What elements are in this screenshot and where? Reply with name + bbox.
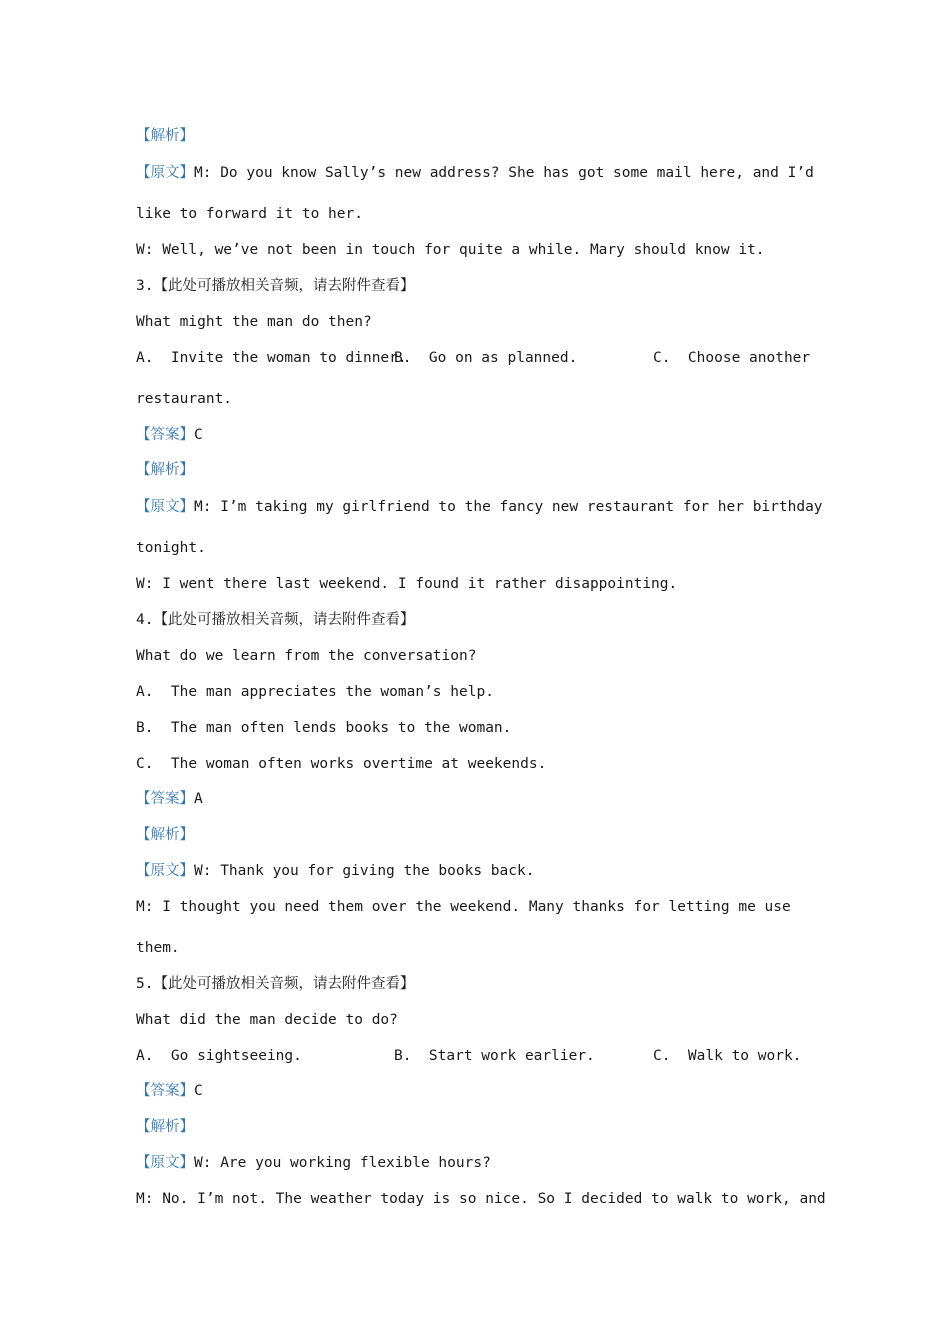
question-4-option-b: B. The man often lends books to the woman. [136,720,512,736]
transcript-line: W: I went there last weekend. I found it rather disappointing. [136,576,678,592]
question-5-option-a: A. Go sightseeing. [136,1048,302,1064]
question-5-option-b: B. Start work earlier. [394,1048,595,1064]
transcript-label: 【原文】 [136,165,194,181]
answer-label: 【答案】 [136,427,194,443]
transcript-line: M: I thought you need them over the weekend. Many thanks for letting me use [136,899,791,915]
analysis-label: 【解析】 [136,128,194,144]
transcript-line [136,1153,491,1173]
question-5-header: 5.【此处可播放相关音频，请去附件查看】 [136,976,415,992]
transcript-line: like to forward it to her. [136,206,363,222]
question-3-option-a: A. Invite the woman to dinner. [136,350,407,366]
question-5-answer [136,1081,203,1101]
question-3-option-b: B. Go on as planned. [394,350,578,366]
transcript-line: W: Well, we’ve not been in touch for quite a while. Mary should know it. [136,242,765,258]
answer-label: 【答案】 [136,791,194,807]
question-5-text: What did the man decide to do? [136,1012,398,1028]
question-4-answer [136,789,203,809]
transcript-text: W: Thank you for giving the books back. [194,863,535,879]
answer-label: 【答案】 [136,1083,194,1099]
transcript-label: 【原文】 [136,863,194,879]
question-3-header: 3.【此处可播放相关音频，请去附件查看】 [136,278,415,294]
question-3-text: What might the man do then? [136,314,372,330]
question-4-header: 4.【此处可播放相关音频，请去附件查看】 [136,612,415,628]
question-4-option-a: A. The man appreciates the woman’s help. [136,684,494,700]
transcript-text: M: Do you know Sally’s new address? She has got some mail here, and I’d [194,165,814,181]
transcript-text: W: Are you working flexible hours? [194,1155,491,1171]
transcript-line: tonight. [136,540,206,556]
analysis-label: 【解析】 [136,462,194,478]
transcript-label: 【原文】 [136,499,194,515]
transcript-line: M: No. I’m not. The weather today is so nice. So I decided to walk to work, and [136,1191,826,1207]
analysis-label: 【解析】 [136,1119,194,1135]
question-3-answer [136,425,203,445]
transcript-line: them. [136,940,180,956]
answer-value: A [194,791,203,807]
analysis-label: 【解析】 [136,827,194,843]
question-5-option-c: C. Walk to work. [653,1048,802,1064]
question-4-option-c: C. The woman often works overtime at weekends. [136,756,547,772]
transcript-line [136,861,534,881]
answer-value: C [194,427,203,443]
question-3-option-c: C. Choose another [653,350,811,366]
transcript-label: 【原文】 [136,1155,194,1171]
transcript-text: M: I’m taking my girlfriend to the fancy new restaurant for her birthday [194,499,823,515]
answer-value: C [194,1083,203,1099]
transcript-line [136,163,814,183]
transcript-line [136,497,823,517]
question-4-text: What do we learn from the conversation? [136,648,477,664]
question-3-option-c-cont: restaurant. [136,391,233,407]
